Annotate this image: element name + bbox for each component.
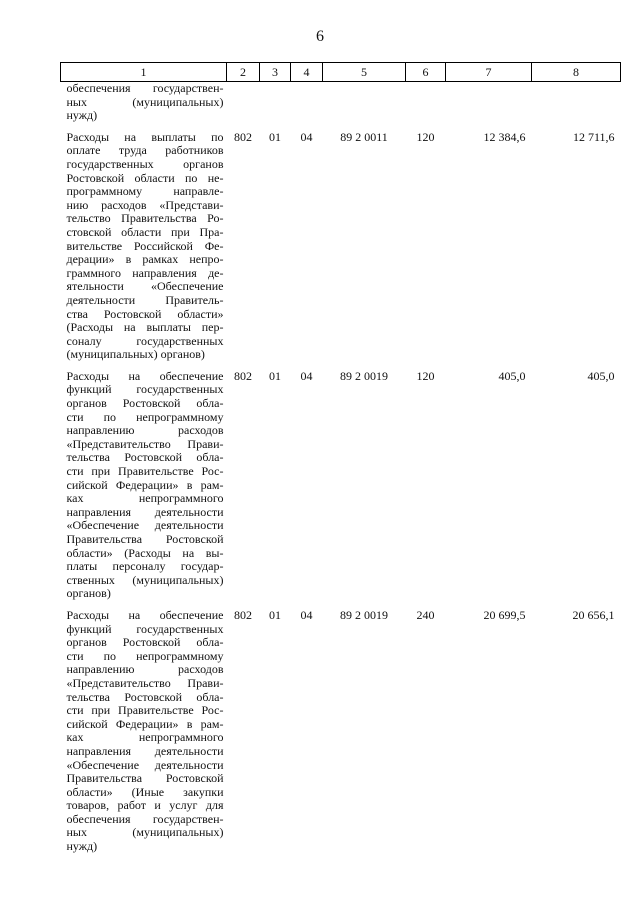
description-line: ках непрограммного bbox=[66, 730, 224, 745]
amount-year-1: 405,0 bbox=[498, 368, 526, 383]
description-line: Правительства Ростовской bbox=[66, 771, 224, 786]
description-line: направления деятельности bbox=[66, 743, 224, 758]
amount-year-2: 405,0 bbox=[587, 368, 615, 383]
expense-type-code: 120 bbox=[416, 368, 435, 383]
description-line: товаров, работ и услуг для bbox=[66, 798, 224, 813]
column-header: 8 bbox=[532, 63, 621, 82]
column-header: 4 bbox=[291, 63, 323, 82]
description-line: сти по непрограммному bbox=[66, 409, 224, 424]
table-row bbox=[61, 609, 621, 854]
expense-type-code: 240 bbox=[416, 607, 435, 622]
description-line: Правительства Ростовской bbox=[66, 532, 224, 546]
row-description bbox=[61, 82, 227, 123]
description-line: ятельности «Обеспечение bbox=[66, 279, 224, 294]
expense-type-code: 120 bbox=[416, 129, 435, 144]
ministry-code: 802 bbox=[234, 607, 252, 622]
description-line: области» (Иные закупки bbox=[66, 784, 224, 799]
description-line: Расходы на обеспечение bbox=[66, 368, 224, 383]
description-line: Ростовской области по не- bbox=[66, 170, 224, 185]
target-article-code: 89 2 0019 bbox=[340, 607, 388, 622]
column-header: 6 bbox=[406, 63, 446, 82]
description-line: (Расходы на выплаты пер- bbox=[66, 320, 224, 335]
subsection-code: 04 bbox=[300, 129, 313, 144]
subsection-code: 04 bbox=[300, 607, 313, 622]
description-line: направлению расходов bbox=[66, 423, 224, 438]
table-header-row bbox=[61, 63, 621, 82]
description-line: «Обеспечение деятельности bbox=[66, 518, 224, 533]
amount-year-2: 12 711,6 bbox=[572, 129, 615, 144]
amount-year-1: 20 699,5 bbox=[483, 607, 526, 622]
description-line: ках непрограммного bbox=[66, 491, 224, 506]
description-line: обеспечения государствен- bbox=[66, 811, 224, 826]
description-line: «Обеспечение деятельности bbox=[66, 757, 224, 772]
description-line: «Представительство Прави- bbox=[66, 675, 224, 690]
description-line: функций государственных bbox=[66, 382, 224, 397]
row-description bbox=[61, 370, 227, 601]
target-article-code: 89 2 0019 bbox=[340, 368, 388, 383]
description-line: органов) bbox=[66, 586, 111, 601]
description-line: программному направле- bbox=[66, 184, 224, 199]
column-header: 1 bbox=[61, 63, 227, 82]
description-line: стовской области при Пра- bbox=[66, 224, 224, 239]
description-line: вительстве Российской Фе- bbox=[66, 238, 224, 253]
description-line: платы персоналу государ- bbox=[66, 559, 224, 574]
target-article-code: 89 2 0011 bbox=[340, 129, 388, 144]
description-line: сийской Федерации» в рам- bbox=[66, 716, 224, 731]
description-line: ных (муниципальных) bbox=[66, 94, 224, 109]
description-line: граммного направления де- bbox=[66, 265, 224, 280]
description-line: сийской Федерации» в рам- bbox=[66, 477, 224, 492]
ministry-code: 802 bbox=[234, 368, 252, 383]
subsection-code: 04 bbox=[300, 368, 313, 383]
description-line: обеспечения государствен- bbox=[66, 81, 224, 95]
page-number: 6 bbox=[316, 28, 324, 45]
column-header: 2 bbox=[227, 63, 260, 82]
description-line: сти при Правительстве Рос- bbox=[66, 464, 224, 479]
description-line: (муниципальных) органов) bbox=[66, 347, 205, 362]
row-description bbox=[61, 131, 227, 362]
description-line: тельства Ростовской обла- bbox=[66, 689, 224, 704]
description-line: органов Ростовской обла- bbox=[66, 396, 224, 411]
table-row-continuation bbox=[61, 82, 621, 123]
section-code: 01 bbox=[269, 607, 281, 622]
description-line: оплате труда работников bbox=[66, 143, 224, 158]
description-line: ства Ростовской области» bbox=[66, 306, 224, 321]
description-line: нужд) bbox=[66, 839, 98, 854]
column-header: 7 bbox=[446, 63, 532, 82]
description-line: сти по непрограммному bbox=[66, 648, 224, 663]
amount-year-1: 12 384,6 bbox=[483, 129, 526, 144]
description-line: тельство Правительства Ро- bbox=[66, 211, 224, 226]
description-line: нию расходов «Представи- bbox=[66, 197, 224, 212]
description-line: нужд) bbox=[66, 108, 98, 123]
description-line: области» (Расходы на вы- bbox=[66, 545, 224, 560]
description-line: государственных органов bbox=[66, 156, 224, 171]
description-line: «Представительство Прави- bbox=[66, 436, 224, 451]
description-line: соналу государственных bbox=[66, 333, 224, 348]
table-row bbox=[61, 370, 621, 601]
budget-table bbox=[60, 62, 621, 854]
description-line: сти при Правительстве Рос- bbox=[66, 703, 224, 718]
section-code: 01 bbox=[269, 129, 281, 144]
row-description bbox=[61, 609, 227, 854]
description-line: направления деятельности bbox=[66, 504, 224, 519]
description-line: ственных (муниципальных) bbox=[66, 572, 224, 587]
description-line: деятельности Правитель- bbox=[66, 292, 224, 307]
description-line: функций государственных bbox=[66, 621, 224, 636]
table-row bbox=[61, 131, 621, 362]
description-line: тельства Ростовской обла- bbox=[66, 450, 224, 465]
description-line: дерации» в рамках непро- bbox=[66, 252, 224, 267]
column-header: 3 bbox=[260, 63, 291, 82]
description-line: органов Ростовской обла- bbox=[66, 635, 224, 650]
column-header: 5 bbox=[323, 63, 406, 82]
description-line: Расходы на обеспечение bbox=[66, 607, 224, 622]
description-line: направлению расходов bbox=[66, 662, 224, 677]
description-line: Расходы на выплаты по bbox=[66, 129, 224, 144]
description-line: ных (муниципальных) bbox=[66, 825, 224, 840]
amount-year-2: 20 656,1 bbox=[572, 607, 615, 622]
section-code: 01 bbox=[269, 368, 281, 383]
ministry-code: 802 bbox=[234, 129, 252, 144]
